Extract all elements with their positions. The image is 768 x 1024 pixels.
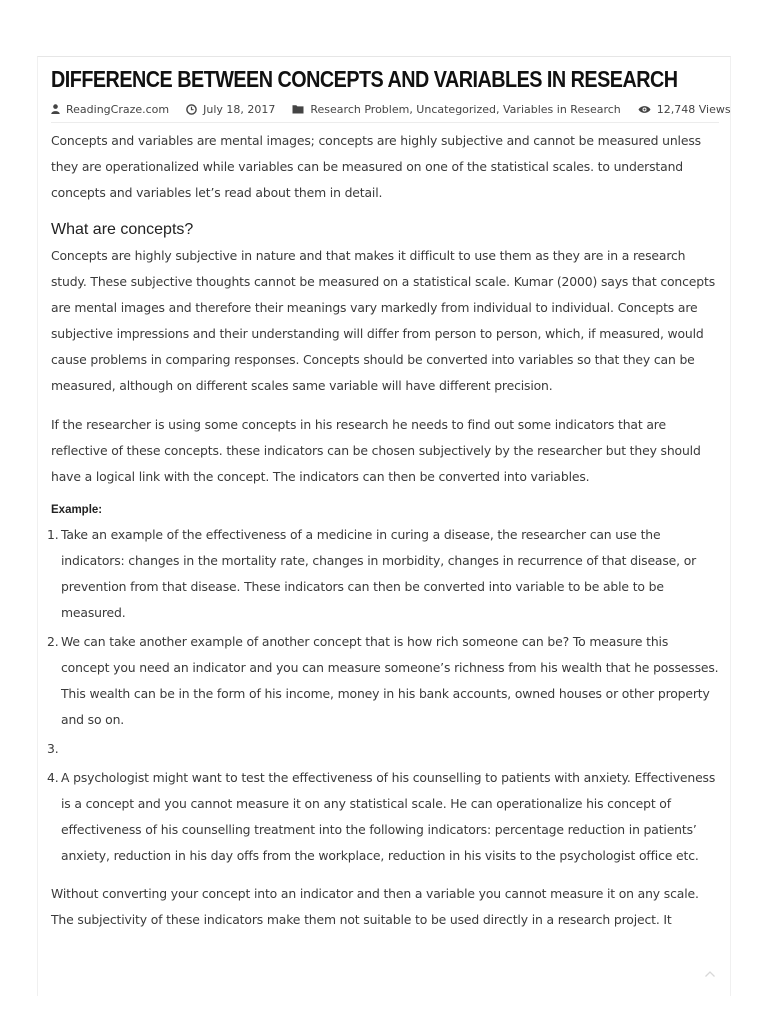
closing-paragraph: Without converting your concept into an indicator and then a variable you cannot measure it on any scale. The subjectivity of these indicators make them not suitable to be used directly in a research project. It [51,886,699,927]
meta-author-text: ReadingCraze.com [66,102,170,116]
article-content [47,62,731,933]
section-heading: What are concepts? [51,221,194,238]
eye-icon [638,105,651,114]
list-item-number: 3. [47,741,59,756]
list-item [47,765,719,869]
list-item-text: We can take another example of another concept that is how rich someone can be? To measure this concept you need an indicator and you can measure someone’s richness from his wealth that he possesses. This wealth can be in the form of his income, money in his bank accounts, owned houses or other property and so on. [61,634,719,727]
intro-paragraph: Concepts and variables are mental images; concepts are highly subjective and cannot be measured unless they are operationalized while variables can be measured on one of the statistical scales. to understand concepts and variables let’s read about them in detail. [51,133,701,200]
meta-categories-text: Research Problem, Uncategorized, Variables in Research [310,102,621,116]
meta-date-text: July 18, 2017 [203,102,276,116]
list-item [47,736,719,762]
chevron-up-icon [704,970,716,978]
folder-icon [292,104,304,114]
meta-date [186,103,275,116]
user-icon [51,104,60,114]
article-meta [51,98,731,123]
list-item [47,629,719,733]
article-title: DIFFERENCE BETWEEN CONCEPTS AND VARIABLES IN RESEARCH [51,66,678,92]
example-list [47,522,719,869]
list-item-number: 2. [47,634,59,649]
clock-icon [186,104,197,115]
scroll-to-top-button[interactable] [704,963,716,982]
list-item-number: 1. [47,527,59,542]
meta-views [638,103,731,116]
concepts-paragraph: Concepts are highly subjective in nature and that makes it difficult to use them as they are in a research study. These subjective thoughts cannot be measured on a statistical scale. Kumar (2000) says that concepts are mental images and therefore their meanings vary markedly from individual to individual. Concepts are subjective impressions and their understanding will differ from person to person, which, if measured, would cause problems in comparing responses. Concepts should be converted into variables so that they can be measured, although on different scales same variable will have different precision. [51,248,715,393]
list-item [47,522,719,626]
list-item-text: A psychologist might want to test the effectiveness of his counselling to patients with anxiety. Effectiveness is a concept and you cannot measure it on any statistical scale. He can operationalize his concept of effectiveness of his counselling treatment into the following indicators: percentage reduction in patients’ anxiety, reduction in his day offs from the workplace, reduction in his visits to the psychologist office etc. [61,770,716,863]
example-heading: Example: [51,504,103,516]
indicators-paragraph: If the researcher is using some concepts in his research he needs to find out some indicators that are reflective of these concepts. these indicators can be chosen subjectively by the researcher but they should have a logical link with the concept. The indicators can then be converted into variables. [51,417,701,484]
meta-views-text: 12,748 Views [656,102,731,116]
list-item-text: Take an example of the effectiveness of a medicine in curing a disease, the researcher can use the indicators: changes in the mortality rate, changes in morbidity, changes in recurrence of that disease, or prevention from that disease. These indicators can then be converted into variable to be able to be measured. [61,527,697,620]
list-item-number: 4. [47,770,59,785]
meta-author[interactable] [51,103,169,116]
meta-categories[interactable] [292,103,620,116]
